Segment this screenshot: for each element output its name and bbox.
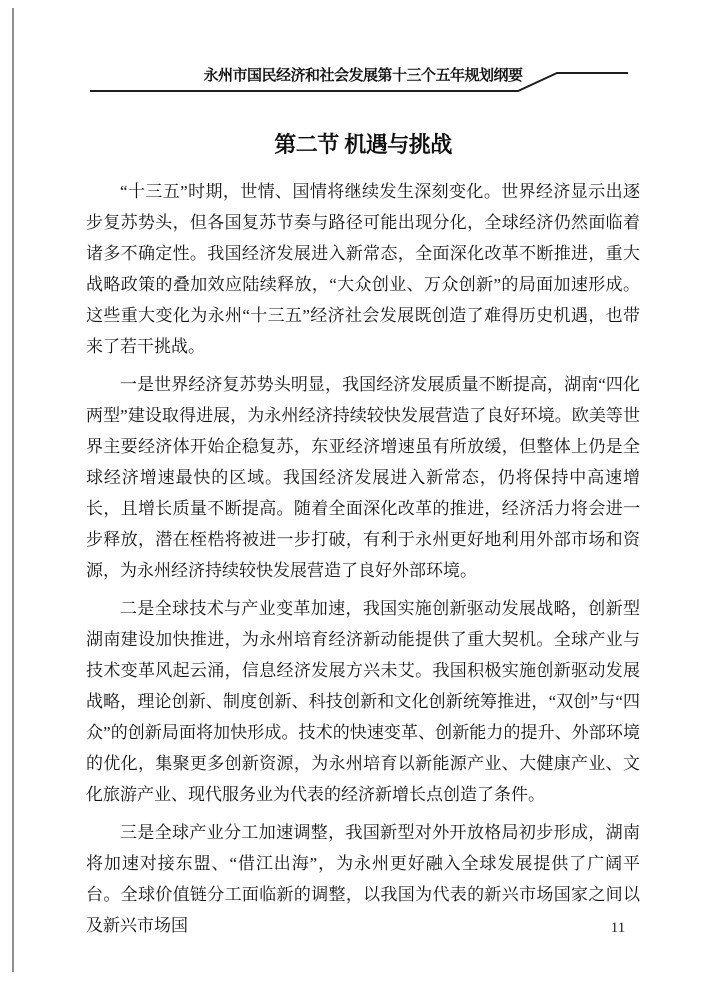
paragraph-point-two: 二是全球技术与产业变革加速，我国实施创新驱动发展战略，创新型湖南建设加快推进，为永州培育经济新动能提供了重大契机。全球产业与技术变革风起云涌，信息经济发展方兴未艾。我国积极实施创新驱动发展战略，理论创新、制度创新、科技创新和文化创新统筹推进，“双创”与“四众”的创新局面将加快形成。技术的快速变革、创新能力的提升、外部环境的优化，集聚更多创新资源，为永州培育以新能源产业、大健康产业、文化旅游产业、现代服务业为代表的经济新增长点创造了条件。 [86, 599, 640, 804]
paragraph-point-one: 一是世界经济复苏势头明显，我国经济发展质量不断提高，湖南“四化两型”建设取得进展，为永州经济持续较快发展营造了良好环境。欧美等世界主要经济体开始企稳复苏，东亚经济增速虽有所放缓，但整体上仍是全球经济增速最快的区域。我国经济发展进入新常态，仍将保持中高速增长，且增长质量不断提高。随着全面深化改革的推进，经济活力将会进一步释放，潜在桎梏将被进一步打破，有利于永州更好地利用外部市场和资源，为永州经济持续较快发展营造了良好外部环境。 [86, 375, 640, 580]
page-number: 11 [610, 920, 626, 936]
header-rule-decoration [0, 0, 721, 110]
paragraph-point-three: 三是全球产业分工加速调整，我国新型对外开放格局初步形成，湖南将加速对接东盟、“借江出海”，为永州更好融入全球发展提供了广阔平台。全球价值链分工面临新的调整，以我国为代表的新兴市场国家之间以及新兴市场国 [86, 823, 640, 935]
scan-edge-line [12, 8, 14, 972]
paragraph-intro: “十三五”时期，世情、国情将继续发生深刻变化。世界经济显示出逐步复苏势头，但各国复苏节奏与路径可能出现分化，全球经济仍然面临着诸多不确定性。我国经济发展进入新常态，全面深化改革不断推进，重大战略政策的叠加效应陆续释放，“大众创业、万众创新”的局面加速形成。这些重大变化为永州“十三五”经济社会发展既创造了难得历史机遇，也带来了若干挑战。 [86, 182, 640, 356]
body-text [86, 176, 640, 948]
section-title: 第二节 机遇与挑战 [274, 132, 452, 157]
running-header-title: 永州市国民经济和社会发展第十三个五年规划纲要 [203, 67, 523, 84]
